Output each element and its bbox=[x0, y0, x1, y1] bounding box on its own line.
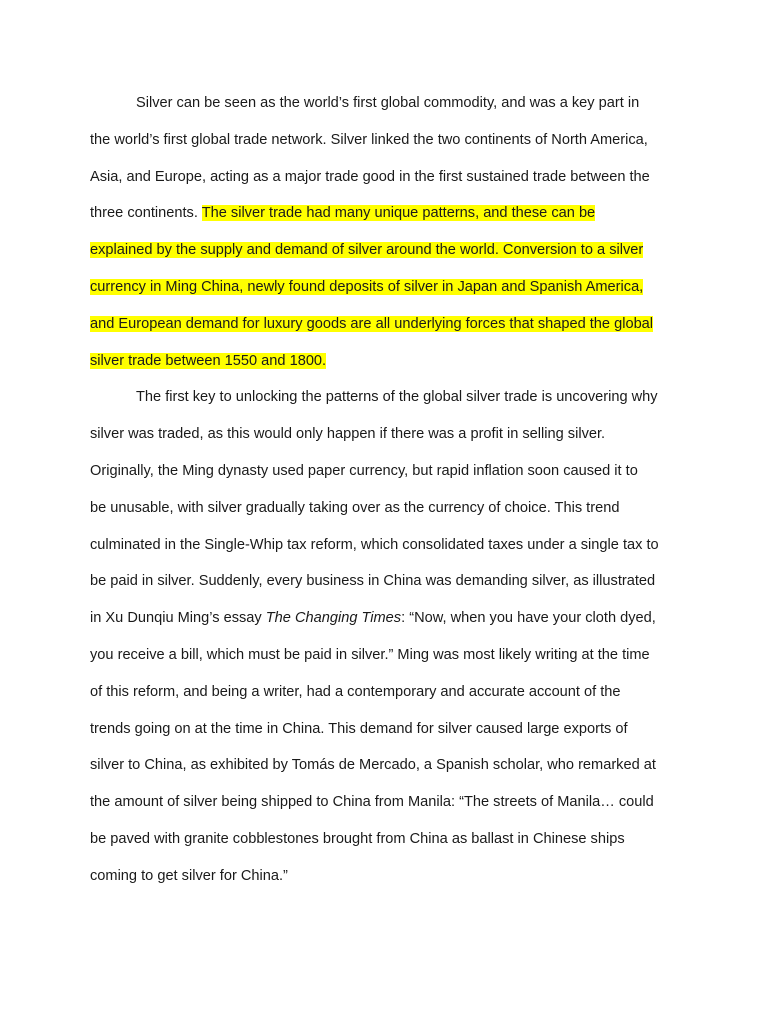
text-line bbox=[90, 425, 605, 443]
text-line bbox=[90, 536, 659, 554]
text-line bbox=[136, 94, 639, 112]
text-line bbox=[90, 278, 643, 296]
text-line bbox=[90, 204, 595, 222]
text-line bbox=[90, 462, 638, 480]
text-run: Asia, and Europe, acting as a major trade good in the first sustained trade between the bbox=[90, 168, 650, 185]
text-run: in Xu Dunqiu Ming’s essay bbox=[90, 610, 266, 627]
text-run: be paved with granite cobblestones brought from China as ballast in Chinese ships bbox=[90, 831, 625, 847]
text-line bbox=[90, 830, 625, 848]
text-run: Originally, the Ming dynasty used paper currency, but rapid inflation soon caused it to bbox=[90, 463, 638, 479]
text-line bbox=[90, 867, 288, 885]
text-run: trends going on at the time in China. This demand for silver caused large exports of bbox=[90, 720, 628, 737]
text-run: culminated in the Single-Whip tax reform, which consolidated taxes under a single tax to bbox=[90, 536, 659, 553]
text-run: : “Now, when you have your cloth dyed, bbox=[401, 610, 656, 627]
text-run: the amount of silver being shipped to China from Manila: “The streets of Manila… could bbox=[90, 794, 654, 811]
text-line bbox=[90, 131, 648, 149]
text-line bbox=[90, 793, 654, 811]
text-line bbox=[90, 572, 655, 590]
text-line bbox=[90, 352, 326, 370]
text-line bbox=[90, 499, 619, 517]
highlighted-text: and European demand for luxury goods are all underlying forces that shaped the global bbox=[90, 315, 654, 332]
highlighted-text: The silver trade had many unique patterns, and these can be bbox=[201, 205, 596, 222]
text-run: silver was traded, as this would only happen if there was a profit in selling silver. bbox=[90, 426, 606, 443]
text-line bbox=[90, 168, 650, 186]
text-line bbox=[90, 756, 656, 774]
text-run: you receive a bill, which must be paid in silver.” Ming was most likely writing at the time bbox=[90, 647, 650, 663]
text-line bbox=[90, 720, 628, 738]
text-run: silver to China, as exhibited by Tomás de Mercado, a Spanish scholar, who remarked at bbox=[90, 757, 656, 774]
text-line bbox=[90, 683, 621, 701]
text-line bbox=[136, 388, 658, 406]
text-line bbox=[90, 646, 650, 664]
highlighted-text: currency in Ming China, newly found deposits of silver in Japan and Spanish America, bbox=[90, 279, 644, 295]
text-run: be paid in silver. Suddenly, every business in China was demanding silver, as illustrated bbox=[90, 573, 656, 590]
text-run: Silver can be seen as the world’s first global commodity, and was a key part in bbox=[136, 95, 640, 111]
text-run: coming to get silver for China.” bbox=[90, 867, 288, 884]
italic-title: The Changing Times bbox=[265, 610, 402, 627]
text-line bbox=[90, 241, 643, 259]
highlighted-text: explained by the supply and demand of silver around the world. Conversion to a silver bbox=[90, 242, 644, 259]
highlighted-text: silver trade between 1550 and 1800. bbox=[90, 352, 327, 369]
text-line bbox=[90, 609, 656, 627]
text-run: be unusable, with silver gradually taking over as the currency of choice. This trend bbox=[90, 499, 620, 516]
text-run: of this reform, and being a writer, had a contemporary and accurate account of the bbox=[90, 683, 621, 700]
text-line bbox=[90, 315, 653, 333]
text-run: The first key to unlocking the patterns of the global silver trade is uncovering why bbox=[136, 389, 658, 406]
text-run: three continents. bbox=[90, 205, 202, 222]
text-run: the world’s first global trade network. Silver linked the two continents of North America, bbox=[90, 131, 648, 148]
